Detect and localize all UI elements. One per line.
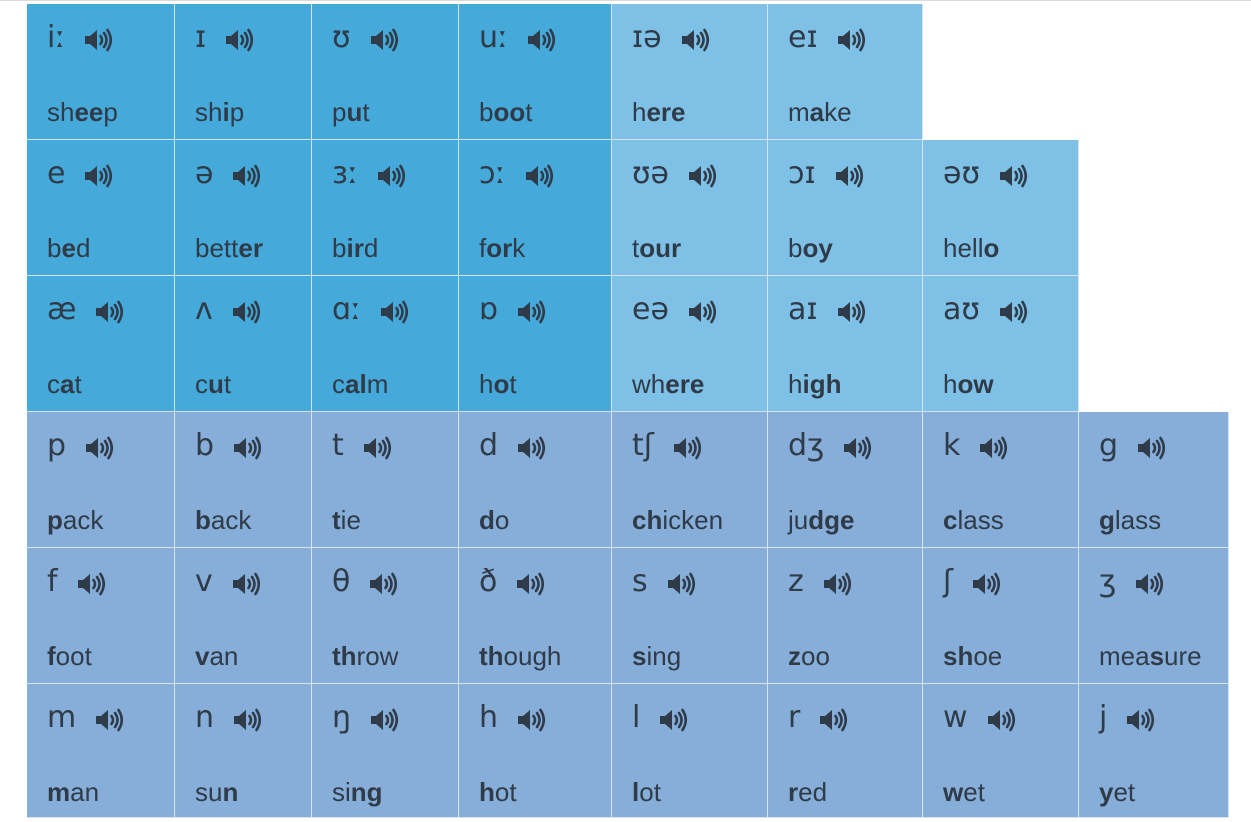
highlighted-letters: g — [1099, 505, 1115, 535]
word-letters: oo — [801, 641, 830, 671]
speaker-icon[interactable] — [231, 299, 261, 325]
phoneme-cell-3-2 — [312, 412, 459, 548]
highlighted-letters: c — [943, 505, 958, 535]
word-letters: hell — [943, 233, 984, 263]
word-letters: su — [195, 777, 223, 807]
speaker-icon[interactable] — [842, 435, 872, 461]
example-word — [47, 504, 103, 536]
highlighted-letters: al — [345, 369, 367, 399]
phoneme-cell-3-7 — [1079, 412, 1229, 548]
phoneme-symbol: f — [47, 564, 58, 599]
highlighted-letters: dge — [808, 505, 855, 535]
highlighted-letters: w — [943, 777, 964, 807]
phoneme-symbol: m — [47, 700, 77, 735]
phoneme-symbol: ɔɪ — [788, 156, 816, 191]
phoneme-cell-4-0 — [27, 548, 175, 684]
word-letters: h — [479, 369, 494, 399]
example-word — [943, 640, 1002, 672]
phoneme-cell-4-2 — [312, 548, 459, 684]
example-word — [332, 504, 361, 536]
highlighted-letters: er — [238, 233, 263, 263]
phoneme-cell-1-4 — [612, 140, 768, 276]
example-word — [332, 96, 370, 128]
word-letters: si — [332, 777, 351, 807]
highlighted-letters: i — [222, 97, 230, 127]
example-word — [943, 368, 994, 400]
word-letters: b — [479, 97, 494, 127]
word-letters: c — [195, 369, 208, 399]
word-letters: et — [1113, 777, 1136, 807]
highlighted-letters: b — [195, 505, 211, 535]
word-letters: ot — [494, 777, 517, 807]
phoneme-symbol: ɔː — [479, 156, 506, 191]
speaker-icon[interactable] — [84, 435, 114, 461]
word-letters: m — [366, 369, 389, 399]
phoneme-cell-0-0 — [27, 4, 175, 140]
phoneme-cell-1-6 — [923, 140, 1079, 276]
phoneme-symbol: dʒ — [788, 428, 825, 463]
word-letters: ed — [798, 777, 828, 807]
speaker-icon[interactable] — [231, 163, 261, 189]
word-letters: lass — [957, 505, 1004, 535]
phoneme-symbol: ɑː — [332, 292, 362, 327]
speaker-icon[interactable] — [836, 299, 866, 325]
phoneme-symbol: r — [788, 700, 801, 735]
highlighted-letters: z — [788, 641, 801, 671]
phoneme-cell-2-4 — [612, 276, 768, 412]
phoneme-cell-3-1 — [175, 412, 312, 548]
example-word — [479, 96, 532, 128]
word-letters: ing — [646, 641, 682, 671]
phoneme-symbol: aɪ — [788, 292, 818, 327]
example-word — [195, 640, 238, 672]
example-word — [1099, 504, 1161, 536]
highlighted-letters: y — [1099, 777, 1114, 807]
speaker-icon[interactable] — [83, 27, 113, 53]
highlighted-letters: m — [47, 777, 71, 807]
example-word — [788, 640, 830, 672]
example-word — [479, 232, 525, 264]
highlighted-letters: th — [479, 641, 504, 671]
phoneme-cell-4-6 — [923, 548, 1079, 684]
phoneme-cell-3-5 — [768, 412, 923, 548]
word-letters: et — [963, 777, 985, 807]
phoneme-symbol: ʒ — [1099, 564, 1117, 599]
phoneme-cell-4-7 — [1079, 548, 1229, 684]
highlighted-letters: a — [60, 369, 75, 399]
phoneme-cell-2-6 — [923, 276, 1079, 412]
speaker-icon[interactable] — [1134, 571, 1164, 597]
speaker-icon[interactable] — [376, 163, 406, 189]
phoneme-cell-2-3 — [459, 276, 612, 412]
example-word — [47, 640, 92, 672]
word-letters: t — [632, 233, 640, 263]
highlighted-letters: ee — [74, 97, 104, 127]
phoneme-symbol: j — [1099, 700, 1108, 735]
speaker-icon[interactable] — [672, 435, 702, 461]
phoneme-cell-3-0 — [27, 412, 175, 548]
phoneme-symbol: ʌ — [195, 292, 213, 327]
example-word — [479, 640, 561, 672]
speaker-icon[interactable] — [998, 299, 1028, 325]
example-word — [1099, 776, 1135, 808]
phoneme-cell-5-2 — [312, 684, 459, 818]
speaker-icon[interactable] — [986, 707, 1016, 733]
example-word — [332, 368, 388, 400]
phoneme-cell-0-2 — [312, 4, 459, 140]
speaker-icon[interactable] — [232, 707, 262, 733]
phoneme-symbol: k — [943, 428, 961, 463]
highlighted-letters: o — [983, 233, 1000, 263]
phoneme-symbol: aʊ — [943, 292, 980, 327]
phoneme-symbol: d — [479, 428, 499, 463]
speaker-icon[interactable] — [524, 163, 554, 189]
phoneme-symbol: ɜː — [332, 156, 359, 191]
example-word — [332, 640, 398, 672]
phoneme-cell-1-2 — [312, 140, 459, 276]
word-letters: t — [362, 97, 370, 127]
word-letters: h — [788, 369, 803, 399]
word-letters: t — [223, 369, 232, 399]
highlighted-letters: sh — [943, 641, 974, 671]
speaker-icon[interactable] — [658, 707, 688, 733]
example-word — [479, 776, 517, 808]
speaker-icon[interactable] — [1136, 435, 1166, 461]
speaker-icon[interactable] — [232, 435, 262, 461]
phoneme-symbol: e — [47, 156, 66, 191]
example-word — [47, 368, 82, 400]
speaker-icon[interactable] — [224, 27, 254, 53]
phoneme-symbol: g — [1099, 428, 1119, 463]
highlighted-letters: f — [47, 641, 56, 671]
phoneme-cell-5-1 — [175, 684, 312, 818]
word-letters: t — [509, 369, 517, 399]
word-letters: h — [632, 97, 647, 127]
speaker-icon[interactable] — [516, 435, 546, 461]
phoneme-symbol: b — [195, 428, 215, 463]
phoneme-cell-3-3 — [459, 412, 612, 548]
word-letters: ie — [340, 505, 361, 535]
speaker-icon[interactable] — [368, 571, 398, 597]
word-letters: o — [494, 505, 510, 535]
word-letters: d — [75, 233, 91, 263]
example-word — [632, 368, 704, 400]
highlighted-letters: u — [208, 369, 224, 399]
phoneme-symbol: ʊə — [632, 156, 669, 191]
word-letters: b — [47, 233, 62, 263]
word-letters: an — [209, 641, 239, 671]
speaker-icon[interactable] — [680, 27, 710, 53]
word-letters: icken — [662, 505, 724, 535]
phoneme-cell-4-3 — [459, 548, 612, 684]
phoneme-symbol: ʊ — [332, 20, 351, 55]
phoneme-cell-5-0 — [27, 684, 175, 818]
speaker-icon[interactable] — [76, 571, 106, 597]
highlighted-letters: p — [47, 505, 63, 535]
speaker-icon[interactable] — [526, 27, 556, 53]
phoneme-symbol: tʃ — [632, 428, 654, 463]
speaker-icon[interactable] — [515, 571, 545, 597]
speaker-icon[interactable] — [971, 571, 1001, 597]
word-letters: ure — [1164, 641, 1202, 671]
example-word — [943, 232, 999, 264]
phoneme-cell-2-0 — [27, 276, 175, 412]
highlighted-letters: t — [332, 505, 341, 535]
phoneme-symbol: ʃ — [943, 564, 954, 599]
highlighted-letters: our — [639, 233, 682, 263]
example-word — [47, 232, 90, 264]
example-word — [47, 776, 99, 808]
speaker-icon[interactable] — [379, 299, 409, 325]
highlighted-letters: ch — [632, 505, 663, 535]
word-letters: ough — [503, 641, 562, 671]
speaker-icon[interactable] — [834, 163, 864, 189]
speaker-icon[interactable] — [516, 707, 546, 733]
highlighted-letters: l — [632, 777, 640, 807]
word-letters: b — [332, 233, 347, 263]
example-word — [632, 640, 681, 672]
word-letters: m — [788, 97, 810, 127]
highlighted-letters: oy — [802, 233, 833, 263]
phoneme-symbol: θ — [332, 564, 351, 599]
speaker-icon[interactable] — [516, 299, 546, 325]
example-word — [332, 232, 378, 264]
phoneme-symbol: w — [943, 700, 968, 735]
example-word — [479, 368, 517, 400]
highlighted-letters: u — [346, 97, 363, 127]
speaker-icon[interactable] — [83, 163, 113, 189]
highlighted-letters: a — [809, 97, 825, 127]
speaker-icon[interactable] — [369, 707, 399, 733]
phoneme-cell-0-5 — [768, 4, 923, 140]
phoneme-cell-2-1 — [175, 276, 312, 412]
word-letters: b — [788, 233, 803, 263]
speaker-icon[interactable] — [94, 299, 124, 325]
highlighted-letters: oo — [493, 97, 526, 127]
phoneme-cell-0-1 — [175, 4, 312, 140]
highlighted-letters: h — [479, 777, 495, 807]
phoneme-cell-1-1 — [175, 140, 312, 276]
word-letters: p — [103, 97, 118, 127]
speaker-icon[interactable] — [666, 571, 696, 597]
highlighted-letters: r — [788, 777, 799, 807]
phoneme-symbol: ɒ — [479, 292, 499, 327]
phoneme-symbol: t — [332, 428, 344, 463]
example-word — [788, 232, 833, 264]
example-word — [632, 504, 723, 536]
word-letters: ke — [824, 97, 852, 127]
phoneme-cell-1-5 — [768, 140, 923, 276]
example-word — [943, 504, 1004, 536]
phoneme-cell-5-6 — [923, 684, 1079, 818]
word-letters: ju — [788, 505, 809, 535]
example-word — [788, 368, 841, 400]
phoneme-cell-3-4 — [612, 412, 768, 548]
example-word — [195, 232, 263, 264]
highlighted-letters: ere — [646, 97, 686, 127]
phoneme-cell-1-0 — [27, 140, 175, 276]
word-letters: c — [47, 369, 60, 399]
highlighted-letters: or — [486, 233, 513, 263]
example-word — [632, 232, 681, 264]
example-word — [47, 96, 118, 128]
highlighted-letters: d — [479, 505, 495, 535]
word-letters: p — [332, 97, 347, 127]
word-letters: wh — [632, 369, 666, 399]
phoneme-symbol: p — [47, 428, 67, 463]
example-word — [632, 776, 661, 808]
phoneme-cell-0-4 — [612, 4, 768, 140]
word-letters: p — [229, 97, 245, 127]
word-letters: ack — [62, 505, 104, 535]
example-word — [1099, 640, 1202, 672]
example-word — [943, 776, 985, 808]
speaker-icon[interactable] — [687, 163, 717, 189]
speaker-icon[interactable] — [231, 571, 261, 597]
phoneme-cell-2-5 — [768, 276, 923, 412]
highlighted-letters: s — [1149, 641, 1165, 671]
word-letters: sh — [47, 97, 75, 127]
speaker-icon[interactable] — [687, 299, 717, 325]
phoneme-cell-5-3 — [459, 684, 612, 818]
word-letters: ack — [210, 505, 252, 535]
example-word — [632, 96, 686, 128]
phoneme-cell-4-1 — [175, 548, 312, 684]
example-word — [788, 504, 854, 536]
phoneme-cell-4-5 — [768, 548, 923, 684]
phoneme-symbol: əʊ — [943, 156, 980, 191]
phoneme-symbol: ŋ — [332, 700, 352, 735]
phoneme-symbol: n — [195, 700, 215, 735]
example-word — [195, 368, 231, 400]
phoneme-symbol: z — [788, 564, 804, 599]
phoneme-cell-1-3 — [459, 140, 612, 276]
word-letters: oot — [55, 641, 92, 671]
highlighted-letters: igh — [802, 369, 842, 399]
phoneme-cell-5-7 — [1079, 684, 1229, 818]
example-word — [479, 504, 509, 536]
speaker-icon[interactable] — [978, 435, 1008, 461]
word-letters: an — [70, 777, 100, 807]
word-letters: c — [332, 369, 345, 399]
speaker-icon[interactable] — [998, 163, 1028, 189]
example-word — [788, 96, 852, 128]
phoneme-symbol: eɪ — [788, 20, 818, 55]
word-letters: ot — [639, 777, 661, 807]
highlighted-letters: o — [493, 369, 510, 399]
highlighted-letters: s — [632, 641, 647, 671]
phoneme-symbol: ð — [479, 564, 498, 599]
speaker-icon[interactable] — [1125, 707, 1155, 733]
speaker-icon[interactable] — [822, 571, 852, 597]
phoneme-symbol: iː — [47, 20, 66, 55]
speaker-icon[interactable] — [818, 707, 848, 733]
phoneme-symbol: uː — [479, 20, 509, 55]
example-word — [195, 504, 251, 536]
phoneme-symbol: l — [632, 700, 641, 735]
word-letters: bett — [195, 233, 239, 263]
phoneme-symbol: æ — [47, 292, 77, 327]
highlighted-letters: th — [332, 641, 357, 671]
word-letters: oe — [973, 641, 1003, 671]
highlighted-letters: ng — [350, 777, 383, 807]
phoneme-cell-3-6 — [923, 412, 1079, 548]
word-letters: t — [525, 97, 533, 127]
word-letters: lass — [1114, 505, 1162, 535]
phoneme-cell-5-4 — [612, 684, 768, 818]
speaker-icon[interactable] — [94, 707, 124, 733]
phoneme-symbol: v — [195, 564, 213, 599]
phoneme-symbol: h — [479, 700, 499, 735]
highlighted-letters: ir — [346, 233, 364, 263]
word-letters: k — [512, 233, 526, 263]
word-letters: t — [74, 369, 82, 399]
speaker-icon[interactable] — [369, 27, 399, 53]
highlighted-letters: n — [222, 777, 239, 807]
highlighted-letters: e — [61, 233, 76, 263]
phoneme-cell-2-2 — [312, 276, 459, 412]
phoneme-symbol: eə — [632, 292, 669, 327]
word-letters: row — [356, 641, 399, 671]
example-word — [195, 776, 238, 808]
phoneme-symbol: ə — [195, 156, 214, 191]
highlighted-letters: v — [195, 641, 210, 671]
speaker-icon[interactable] — [836, 27, 866, 53]
example-word — [788, 776, 827, 808]
word-letters: d — [363, 233, 379, 263]
word-letters: h — [943, 369, 958, 399]
highlighted-letters: ow — [957, 369, 994, 399]
word-letters: f — [479, 233, 487, 263]
highlighted-letters: ere — [665, 369, 705, 399]
phoneme-cell-4-4 — [612, 548, 768, 684]
word-letters: mea — [1099, 641, 1150, 671]
phoneme-cell-5-5 — [768, 684, 923, 818]
phoneme-symbol: s — [632, 564, 648, 599]
phoneme-symbol: ɪə — [632, 20, 662, 55]
phoneme-cell-0-3 — [459, 4, 612, 140]
word-letters: sh — [195, 97, 223, 127]
example-word — [195, 96, 244, 128]
phoneme-symbol: ɪ — [195, 20, 207, 55]
speaker-icon[interactable] — [362, 435, 392, 461]
example-word — [332, 776, 383, 808]
